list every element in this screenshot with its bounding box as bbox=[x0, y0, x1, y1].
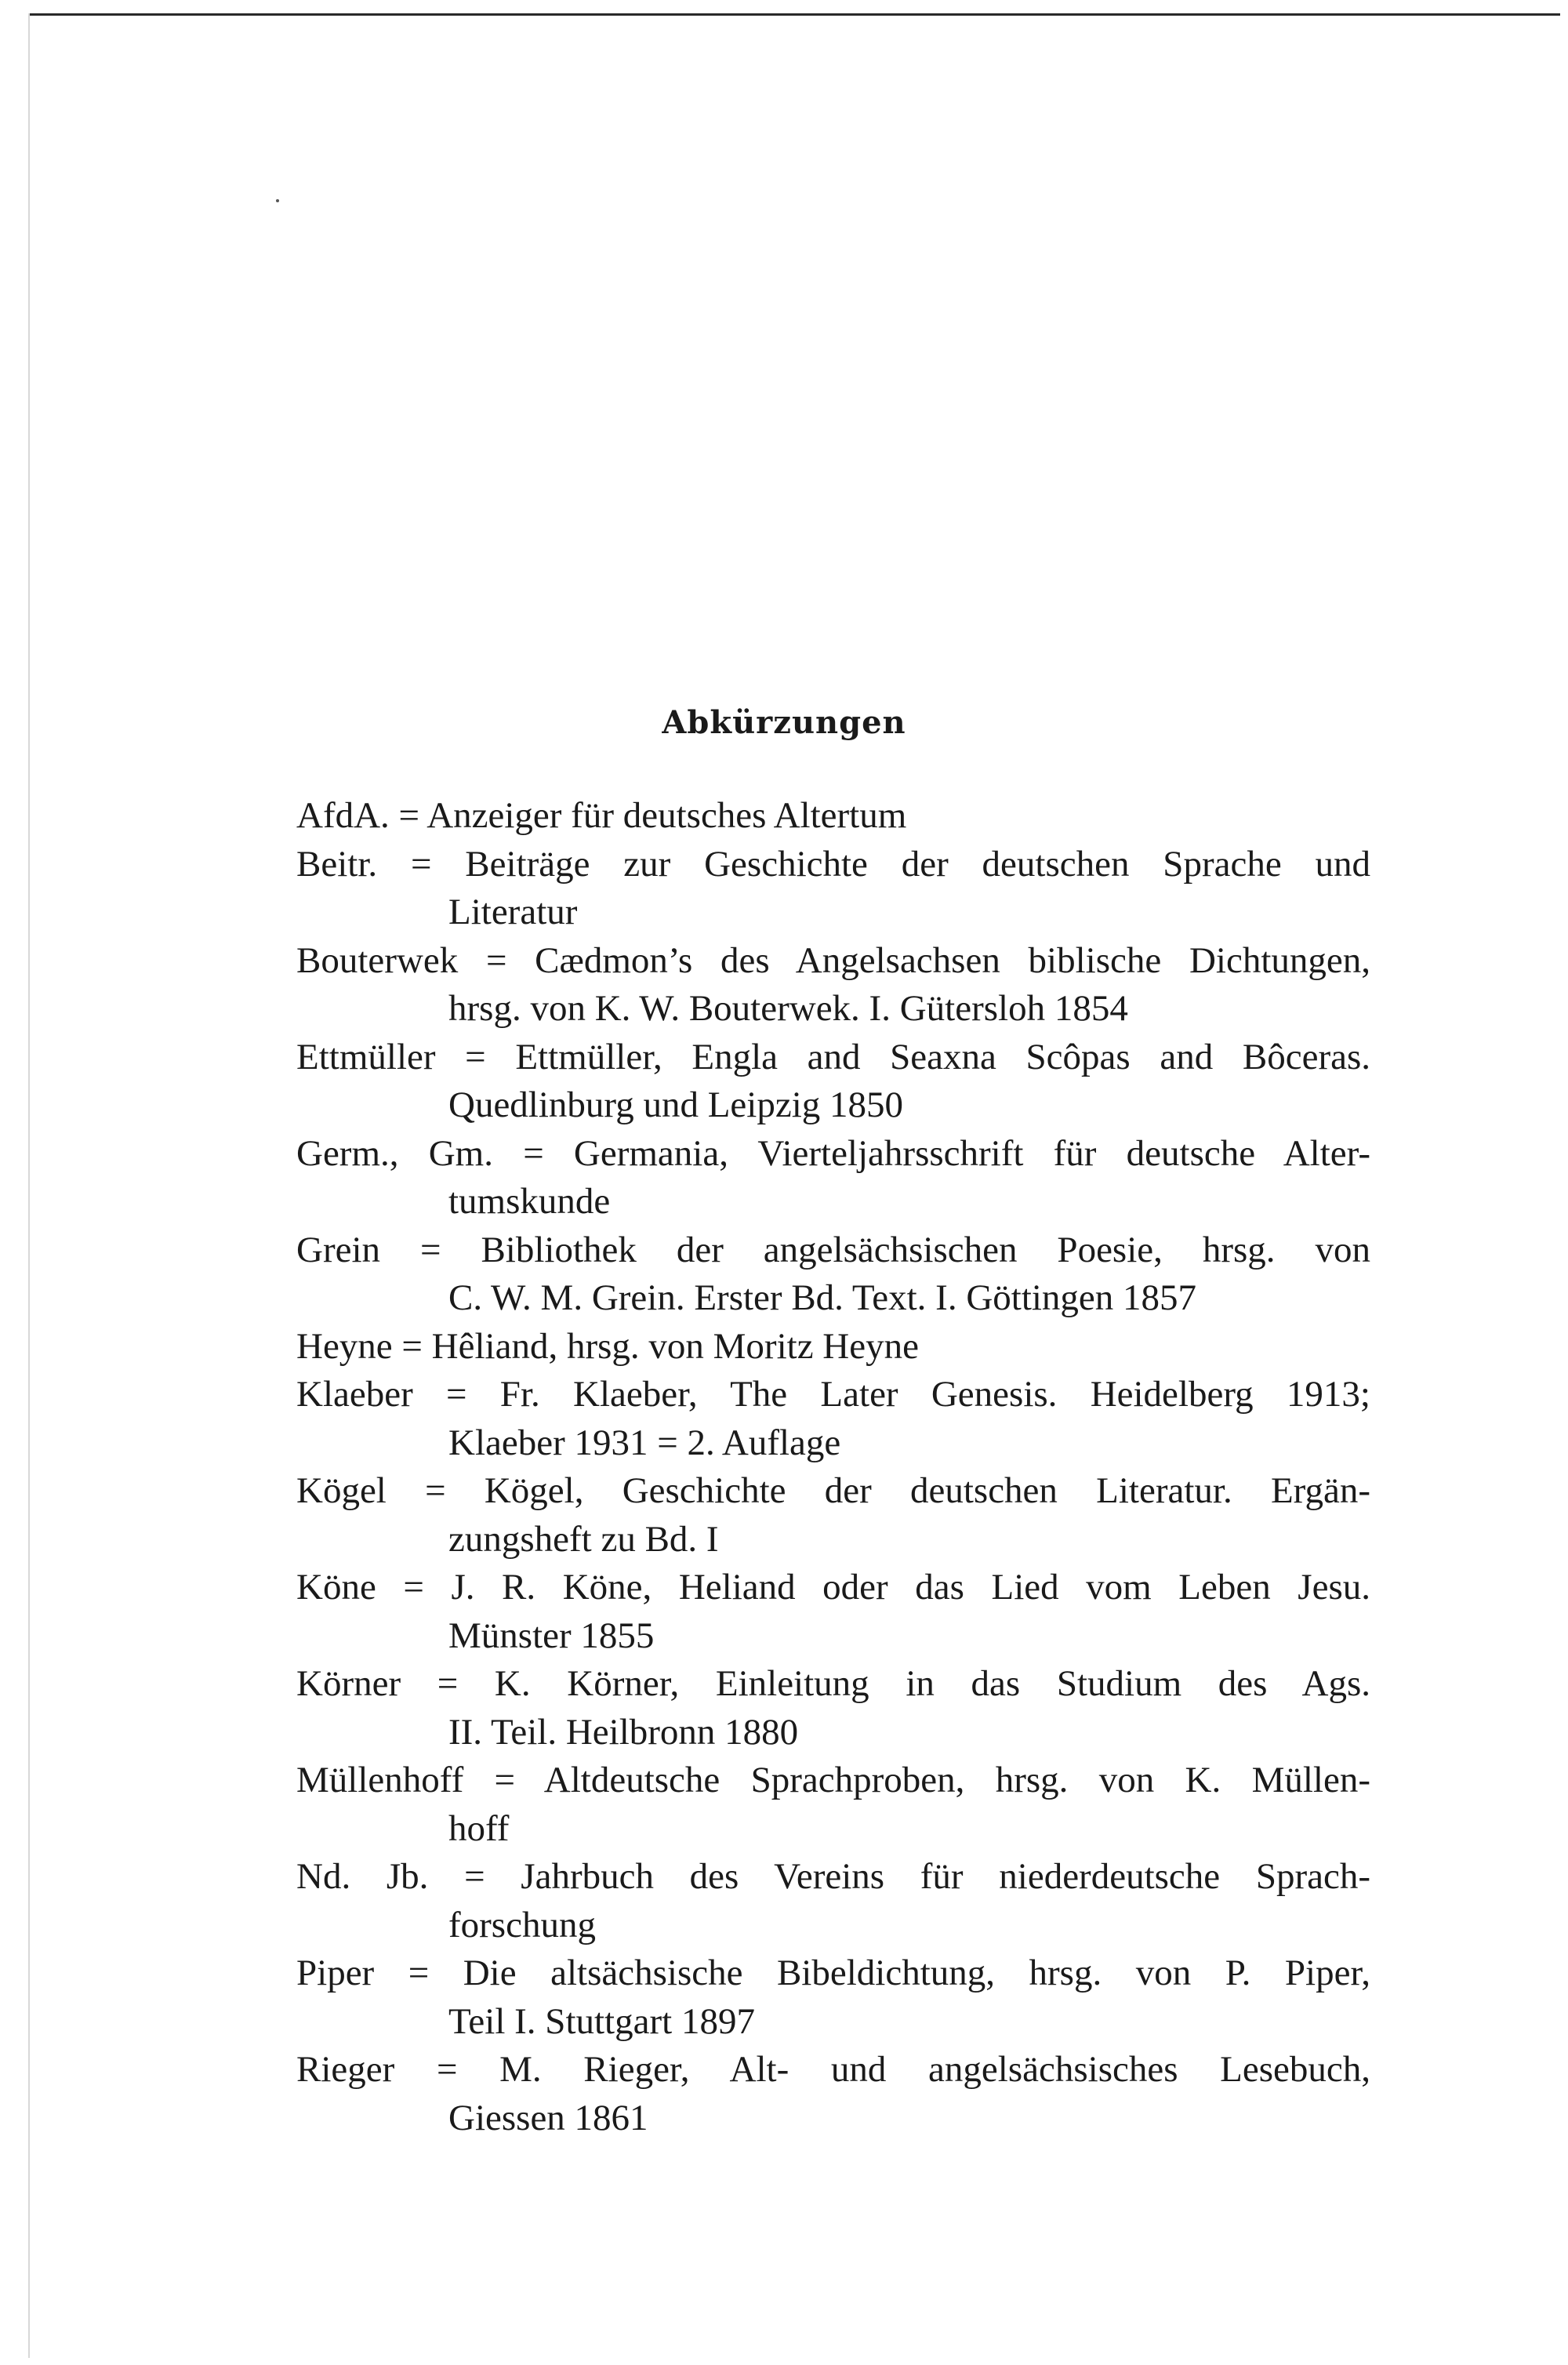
entry-first-line: Heyne = Hêliand, hrsg. von Moritz Heyne bbox=[296, 1325, 919, 1367]
entry-first-line: Ettmüller = Ettmüller, Engla and Seaxna Scôpas and Bôceras. bbox=[296, 1036, 1370, 1077]
entry-continuation-line: hrsg. von K. W. Bouterwek. I. Gütersloh 1854 bbox=[448, 988, 1128, 1029]
entry-first-line: Grein = Bibliothek der angelsächsischen Poesie, hrsg. von bbox=[296, 1229, 1370, 1270]
entry-continuation-line: C. W. M. Grein. Erster Bd. Text. I. Göttingen 1857 bbox=[448, 1277, 1197, 1318]
entry-continuation-line: tumskunde bbox=[448, 1181, 611, 1222]
entry-continuation-line: Giessen 1861 bbox=[448, 2097, 648, 2138]
abbreviation-entry bbox=[296, 1853, 1370, 1949]
abbreviation-entry bbox=[296, 1226, 1370, 1323]
abbreviation-entry bbox=[296, 937, 1370, 1034]
entry-first-line: Beitr. = Beiträge zur Geschichte der deutschen Sprache und bbox=[296, 843, 1370, 885]
abbreviation-entry bbox=[296, 1756, 1370, 1853]
abbreviation-list bbox=[296, 792, 1370, 2142]
abbreviation-entry bbox=[296, 1371, 1370, 1467]
abbreviation-entry bbox=[296, 792, 1370, 841]
entry-continuation-line: Literatur bbox=[448, 892, 578, 932]
abbreviation-entry bbox=[296, 1034, 1370, 1130]
entry-continuation-line: Münster 1855 bbox=[448, 1615, 655, 1656]
entry-first-line: Müllenhoff = Altdeutsche Sprachproben, hrsg. von K. Müllen- bbox=[296, 1760, 1370, 1800]
abbreviation-entry bbox=[296, 841, 1370, 937]
entry-continuation-line: hoff bbox=[448, 1807, 510, 1849]
entry-first-line: Rieger = M. Rieger, Alt- und angelsächsisches Lesebuch, bbox=[296, 2049, 1370, 2090]
entry-first-line: Körner = K. Körner, Einleitung in das Studium des Ags. bbox=[296, 1663, 1370, 1704]
page-title: Abkürzungen bbox=[662, 704, 906, 741]
page-left-edge bbox=[28, 13, 30, 2358]
page-top-edge bbox=[28, 13, 1560, 16]
abbreviation-entry bbox=[296, 1130, 1370, 1226]
abbreviation-entry bbox=[296, 1564, 1370, 1660]
entry-first-line: Bouterwek = Cædmon’s des Angelsachsen biblische Dichtungen, bbox=[296, 939, 1370, 981]
entry-first-line: Piper = Die altsächsische Bibeldichtung, hrsg. von P. Piper, bbox=[296, 1953, 1370, 1993]
entry-continuation-line: Teil I. Stuttgart 1897 bbox=[448, 2000, 755, 2042]
entry-continuation-line: zungsheft zu Bd. I bbox=[448, 1518, 719, 1560]
abbreviation-entry bbox=[296, 1467, 1370, 1564]
paper-speck bbox=[276, 199, 279, 202]
entry-first-line: Klaeber = Fr. Klaeber, The Later Genesis. Heidelberg 1913; bbox=[296, 1374, 1370, 1415]
entry-continuation-line: forschung bbox=[448, 1904, 596, 1945]
abbreviation-entry bbox=[296, 1323, 1370, 1371]
abbreviation-entry bbox=[296, 1949, 1370, 2046]
entry-continuation-line: Quedlinburg und Leipzig 1850 bbox=[448, 1084, 904, 1125]
abbreviation-entry bbox=[296, 2046, 1370, 2142]
entry-first-line: AfdA. = Anzeiger für deutsches Altertum bbox=[296, 795, 907, 836]
entry-continuation-line: Klaeber 1931 = 2. Auflage bbox=[448, 1422, 841, 1463]
entry-first-line: Kögel = Kögel, Geschichte der deutschen Literatur. Ergän- bbox=[296, 1470, 1370, 1511]
entry-first-line: Germ., Gm. = Germania, Vierteljahrsschrift für deutsche Alter- bbox=[296, 1132, 1370, 1174]
entry-first-line: Nd. Jb. = Jahrbuch des Vereins für niederdeutsche Sprach- bbox=[296, 1856, 1370, 1897]
entry-first-line: Köne = J. R. Köne, Heliand oder das Lied vom Leben Jesu. bbox=[296, 1567, 1370, 1608]
abbreviation-entry bbox=[296, 1660, 1370, 1756]
entry-continuation-line: II. Teil. Heilbronn 1880 bbox=[448, 1711, 799, 1753]
